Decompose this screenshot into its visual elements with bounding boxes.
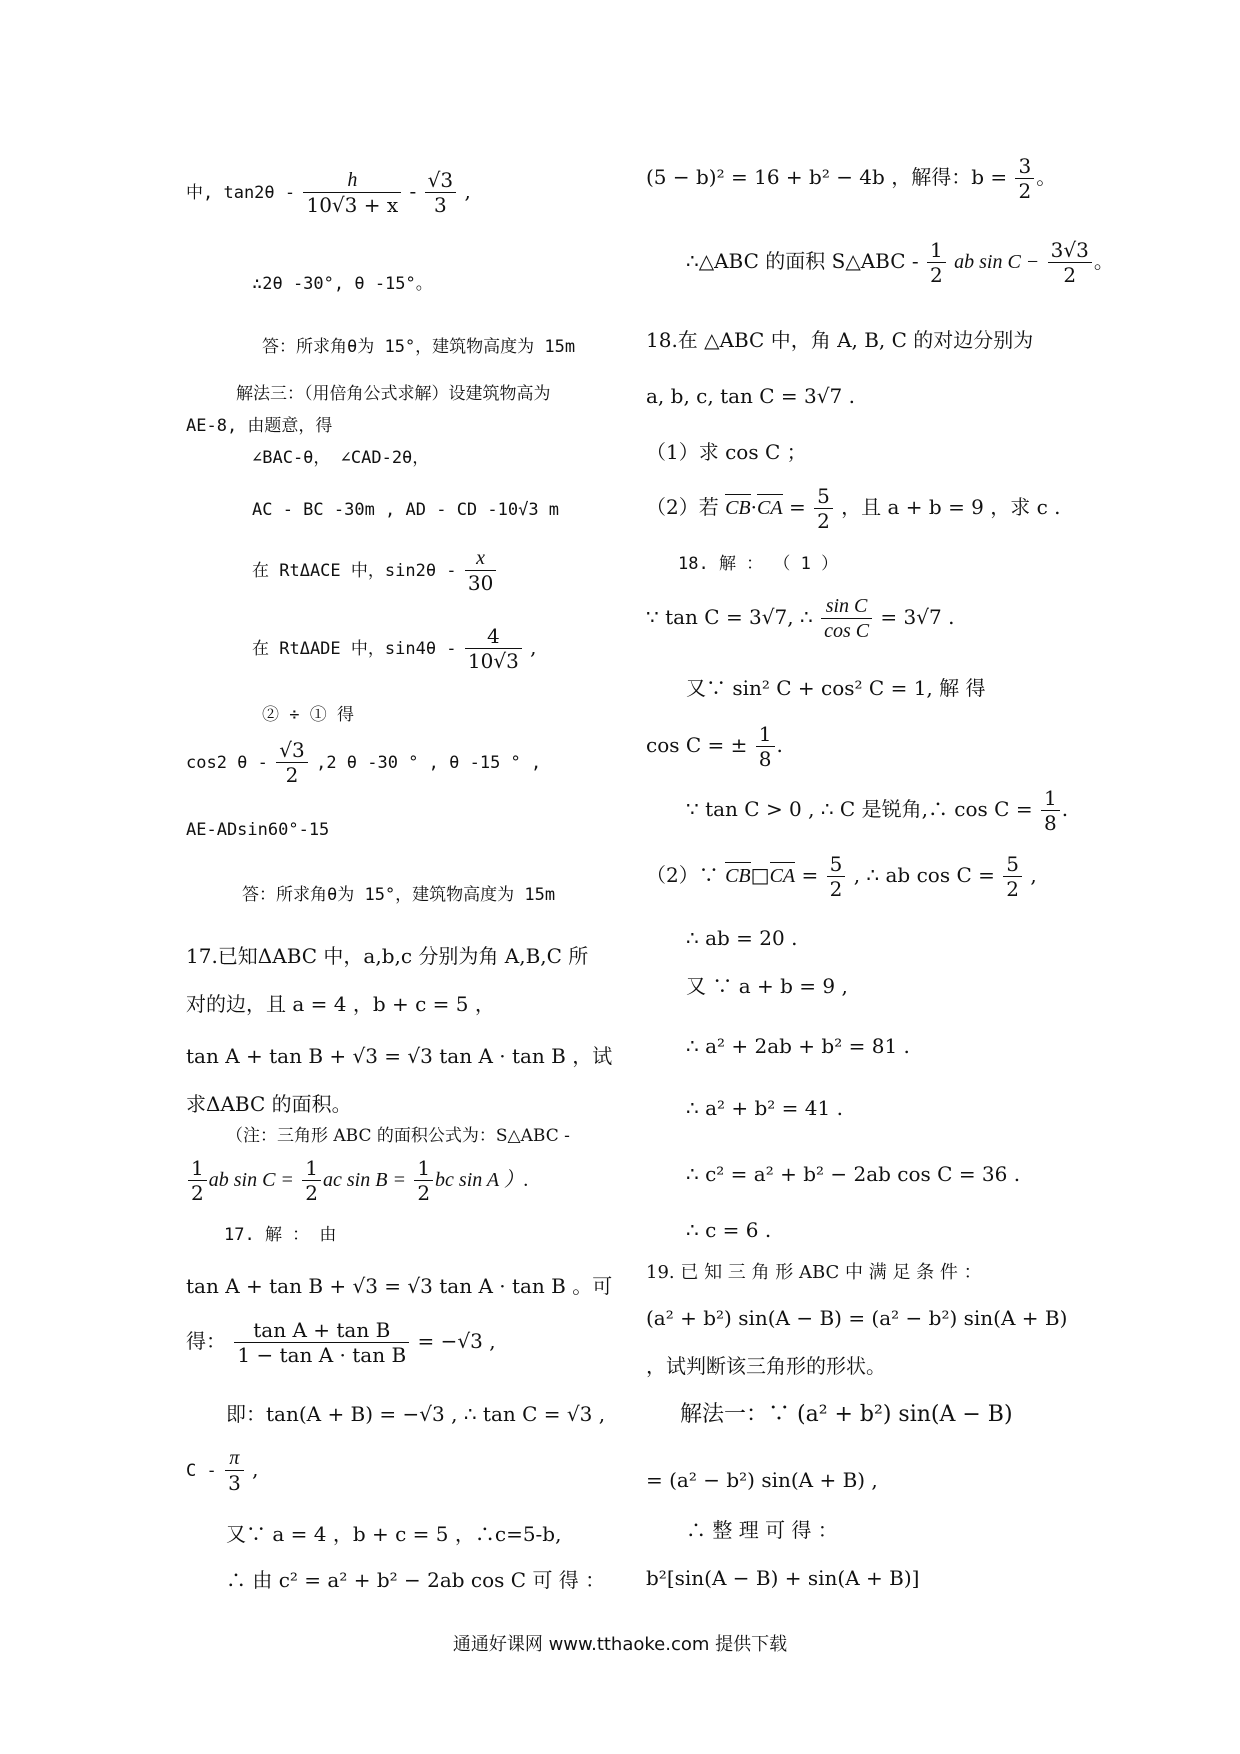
fraction-5-2: $\frac{5}{2}$ <box>814 484 833 533</box>
left-line-14: 17.已知ΔABC 中，a,b,c 分别为角 A,B,C 所 <box>186 944 589 968</box>
vector-cb-2: CB <box>725 862 751 888</box>
vector-ca-2: CA <box>770 862 796 888</box>
right-line-4: a, b, c, tan C = 3√7 . <box>646 384 855 408</box>
left-line-5: AE-8, 由题意，得 <box>186 416 333 436</box>
right-line-25: b²[sin(A − B) + sin(A + B)] <box>646 1566 920 1590</box>
right-line-6: （2）若 CB·CA = $\frac{5}{2}$ ，且 a + b = 9 ，求 c . <box>646 484 1061 533</box>
left-line-26: ∴ 由 c² = a² + b² − 2ab cos C 可 得 ： <box>226 1568 606 1592</box>
left-line-15: 对的边，且 a = 4 ，b + c = 5 ， <box>186 992 495 1016</box>
right-line-23: = (a² − b²) sin(A + B) , <box>646 1468 878 1492</box>
right-line-11: ∵ tan C > 0 , ∴ C 是锐角,∴ cos C = $\frac{1}{8}$ . <box>686 786 1069 835</box>
right-line-15: ∴ a² + 2ab + b² = 81 . <box>686 1034 910 1058</box>
left-line-9: 在 RtΔADE 中，sin4θ - $\frac{4}{10√3}$ , <box>252 624 537 673</box>
page-footer: 通通好课网 www.tthaoke.com 提供下载 <box>452 1634 788 1655</box>
fraction-half-b: $\frac{1}{2}$ <box>302 1156 321 1205</box>
fraction-3sqrt3-2: $\frac{3√3}{2}$ <box>1048 238 1092 287</box>
fraction-half-c: $\frac{1}{2}$ <box>414 1156 433 1205</box>
right-line-22: 解法一：∵ (a² + b²) sin(A − B) <box>680 1402 1013 1427</box>
right-line-5: （1）求 cos C ； <box>646 440 807 464</box>
fraction-sqrt3-2: $\frac{√3}{2}$ <box>276 738 307 787</box>
fraction-4-10sqrt3: $\frac{4}{10√3}$ <box>465 624 522 673</box>
right-line-17: ∴ c² = a² + b² − 2ab cos C = 36 . <box>686 1162 1021 1186</box>
right-line-19: 19. 已 知 三 角 形 ABC 中 满 足 条 件 ： <box>646 1262 982 1283</box>
fraction-5-2-b: $\frac{5}{2}$ <box>827 852 846 901</box>
left-line-17: 求ΔABC 的面积。 <box>186 1092 352 1116</box>
left-line-4: 解法三：（用倍角公式求解）设建筑物高为 <box>236 384 551 404</box>
right-line-2: ∴△ABC 的面积 S△ABC - $\frac{1}{2}$ ab sin C − $\frac{3√3}{2}$ 。 <box>686 238 1114 287</box>
left-line-12: AE-ADsin60°-15 <box>186 820 330 840</box>
right-line-10: cos C = ± $\frac{1}{8}$ . <box>646 722 783 771</box>
right-line-8: ∵ tan C = 3√7, ∴ $\frac{\text{sin C}}{\text{cos C}}$ = 3√7 . <box>646 595 955 642</box>
fraction-5-2-c: $\frac{5}{2}$ <box>1003 852 1022 901</box>
fraction-1-8-b: $\frac{1}{8}$ <box>1041 786 1060 835</box>
left-line-2: ∴2θ -30°, θ -15°。 <box>252 274 433 294</box>
fraction-sqrt3-3: $\frac{√3}{3}$ <box>425 168 456 217</box>
right-line-24: ∴ 整 理 可 得 ： <box>686 1518 838 1542</box>
fraction-sin-cos: $\frac{\text{sin C}}{\text{cos C}}$ <box>821 594 872 643</box>
fraction-tan-sum: $\frac{\text{tan A + tan B}}{\text{1 − tan A · tan B}}$ <box>234 1318 409 1367</box>
left-line-25: 又∵ a = 4 ，b + c = 5 ，∴c=5-b, <box>226 1522 562 1546</box>
left-line-22: 得： $\frac{\text{tan A + tan B}}{\text{1 − tan A · tan B}}$ = −√3 , <box>186 1318 496 1367</box>
right-line-13: ∴ ab = 20 . <box>686 926 798 950</box>
fraction-3-2: $\frac{3}{2}$ <box>1015 154 1034 203</box>
right-line-3: 18.在 △ABC 中，角 A, B, C 的对边分别为 <box>646 328 1034 352</box>
right-line-12: （2）∵ CB□CA = $\frac{5}{2}$ , ∴ ab cos C = $\frac{5}{2}$ , <box>646 852 1037 901</box>
left-line-18: （注：三角形 ABC 的面积公式为：S△ABC - <box>226 1126 570 1146</box>
left-line-7: AC - BC -30m , AD - CD -10√3 m <box>252 500 560 520</box>
right-line-9: 又∵ sin² C + cos² C = 1, 解 得 <box>686 676 986 700</box>
vector-ca: CA <box>757 494 783 520</box>
fraction-1-8: $\frac{1}{8}$ <box>756 722 775 771</box>
left-line-6: ∠BAC-θ， ∠CAD-2θ， <box>252 448 430 468</box>
right-line-18: ∴ c = 6 . <box>686 1218 772 1242</box>
left-line-20: 17. 解 ： 由 <box>224 1225 337 1245</box>
left-line-16: tan A + tan B + √3 = √3 tan A · tan B ，试 <box>186 1044 613 1068</box>
left-line-13: 答：所求角θ为 15°，建筑物高度为 15m <box>242 885 556 905</box>
right-line-7: 18. 解 ： （ 1 ） <box>678 554 839 574</box>
left-line-11: cos2 θ - $\frac{√3}{2}$ ,2 θ -30 ° , θ -15 ° , <box>186 738 542 787</box>
right-line-21: ，试判断该三角形的形状。 <box>646 1354 886 1378</box>
left-line-10: ② ÷ ① 得 <box>262 705 354 725</box>
left-line-21: tan A + tan B + √3 = √3 tan A · tan B 。可 <box>186 1274 613 1298</box>
right-line-1: (5 − b)² = 16 + b² − 4b ，解得：b = $\frac{3}{2}$ 。 <box>646 154 1057 203</box>
fraction-pi-3: $\frac{\pi}{3}$ <box>225 1446 244 1495</box>
right-line-20: (a² + b²) sin(A − B) = (a² − b²) sin(A + B) <box>646 1306 1068 1330</box>
left-line-8: 在 RtΔACE 中，sin2θ - $\frac{x}{30}$ <box>252 546 498 595</box>
fraction-h: $\frac{h}{10√3 + x}$ <box>303 168 401 217</box>
left-line-19: $\frac{1}{2}$ ab sin C = $\frac{1}{2}$ ac sin B = $\frac{1}{2}$ bc sin A ）. <box>186 1156 529 1205</box>
fraction-x-30: $\frac{x}{30}$ <box>465 546 496 595</box>
left-line-23: 即：tan(A + B) = −√3 , ∴ tan C = √3 , <box>226 1402 606 1426</box>
fraction-half-a: $\frac{1}{2}$ <box>188 1156 207 1205</box>
vector-cb: CB <box>725 494 751 520</box>
left-line-1: 中, tan2θ - $\frac{h}{10√3 + x}$ - $\frac{√3}{3}$ , <box>186 168 471 217</box>
fraction-half-area: $\frac{1}{2}$ <box>927 238 946 287</box>
right-line-16: ∴ a² + b² = 41 . <box>686 1096 843 1120</box>
right-line-14: 又 ∵ a + b = 9 , <box>686 974 848 998</box>
left-line-3: 答：所求角θ为 15°，建筑物高度为 15m <box>262 337 576 357</box>
left-line-24: C - $\frac{\pi}{3}$ , <box>186 1447 259 1495</box>
